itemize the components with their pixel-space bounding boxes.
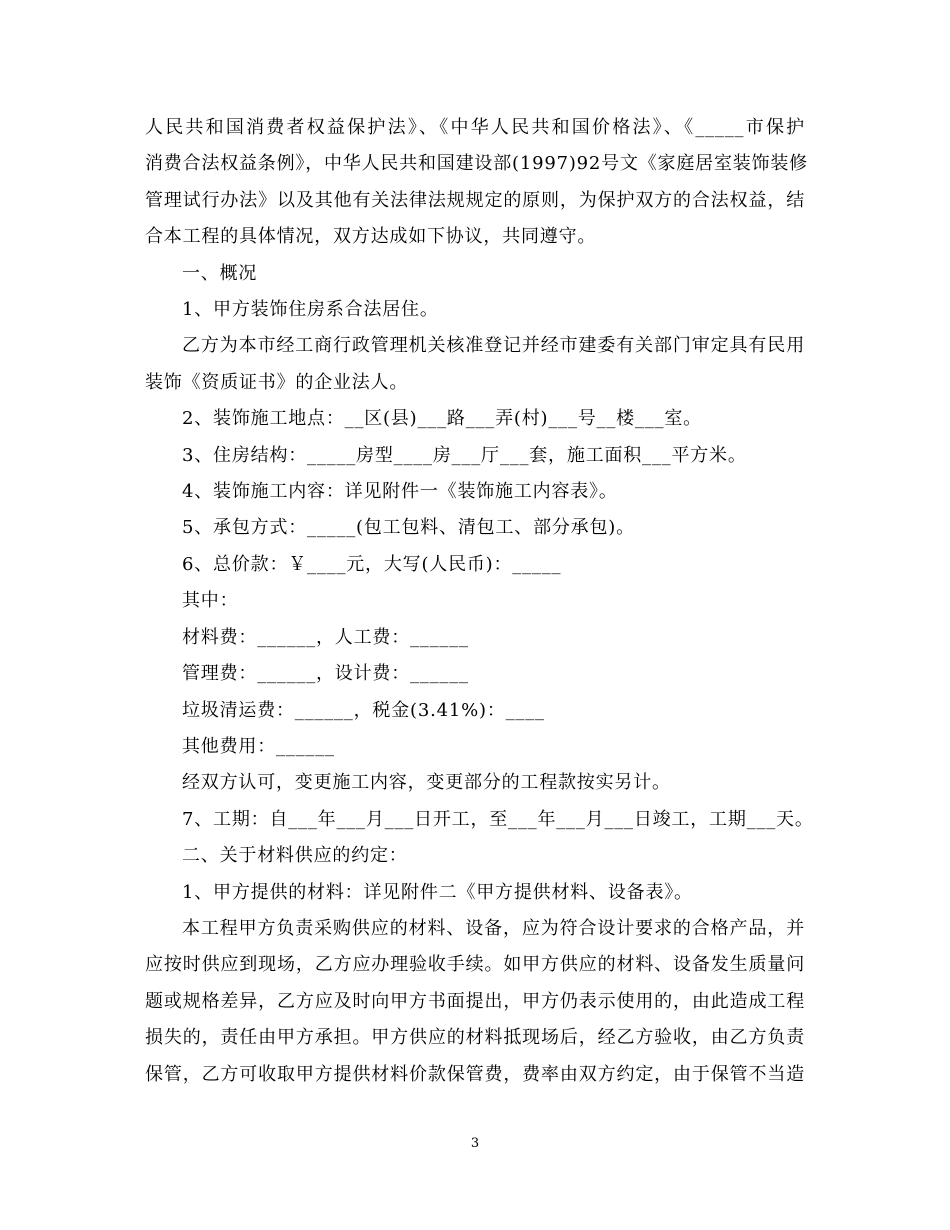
document-line: 1、甲方提供的材料：详见附件二《甲方提供材料、设备表》。	[182, 881, 693, 903]
document-line: 垃圾清运费：______，税金(3.41%)：____	[182, 699, 545, 721]
document-line: 损失的，责任由甲方承担。甲方供应的材料抵现场后，经乙方验收，由乙方负责	[145, 1027, 805, 1049]
document-line: 7、工期：自___年___月___日开工，至___年___月___日竣工，工期___天。	[182, 808, 814, 830]
document-line: 5、承包方式：_____(包工包料、清包工、部分承包)。	[182, 517, 635, 539]
document-line: 1、甲方装饰住房系合法居住。	[182, 299, 439, 321]
document-line: 管理费：______，设计费：______	[182, 663, 469, 685]
document-line: 4、装饰施工内容：详见附件一《装饰施工内容表》。	[182, 481, 618, 503]
document-line: 题或规格差异，乙方应及时向甲方书面提出，甲方仍表示使用的，由此造成工程	[145, 990, 805, 1012]
page-number: 3	[470, 1136, 480, 1151]
document-line: 消费合法权益条例》，中华人民共和国建设部(1997)92号文《家庭居室装饰装修	[145, 153, 808, 175]
document-line: 人民共和国消费者权益保护法》、《中华人民共和国价格法》、《_____市保护	[145, 117, 805, 138]
document-line: 二、关于材料供应的约定：	[182, 845, 408, 867]
document-line: 一、概况	[182, 262, 258, 284]
document-line: 3、住房结构：_____房型____房___厅___套，施工面积___平方米。	[182, 444, 747, 466]
document-line: 乙方为本市经工商行政管理机关核准登记并经市建委有关部门审定具有民用	[182, 335, 805, 357]
document-line: 装饰《资质证书》的企业法人。	[145, 371, 409, 393]
document-line: 其他费用：______	[182, 735, 335, 757]
document-line: 经双方认可，变更施工内容，变更部分的工程款按实另计。	[182, 772, 671, 794]
document-line: 2、装饰施工地点：__区(县)___路___弄(村)___号__楼___室。	[182, 408, 702, 430]
document-line: 其中：	[182, 590, 239, 612]
document-line: 应按时供应到现场，乙方应办理验收手续。如甲方供应的材料、设备发生质量问	[145, 954, 805, 976]
document-line: 6、总价款：￥____元，大写(人民币)：_____	[182, 553, 562, 575]
document-line: 材料费：______，人工费：______	[182, 626, 469, 648]
document-line: 合本工程的具体情况，双方达成如下协议，共同遵守。	[145, 226, 597, 248]
document-line: 本工程甲方负责采购供应的材料、设备，应为符合设计要求的合格产品，并	[182, 917, 805, 939]
document-line: 管理试行办法》以及其他有关法律法规规定的原则，为保护双方的合法权益，结	[145, 189, 805, 211]
document-body	[145, 110, 814, 1093]
document-line: 保管，乙方可收取甲方提供材料价款保管费，费率由双方约定，由于保管不当造	[145, 1063, 805, 1085]
